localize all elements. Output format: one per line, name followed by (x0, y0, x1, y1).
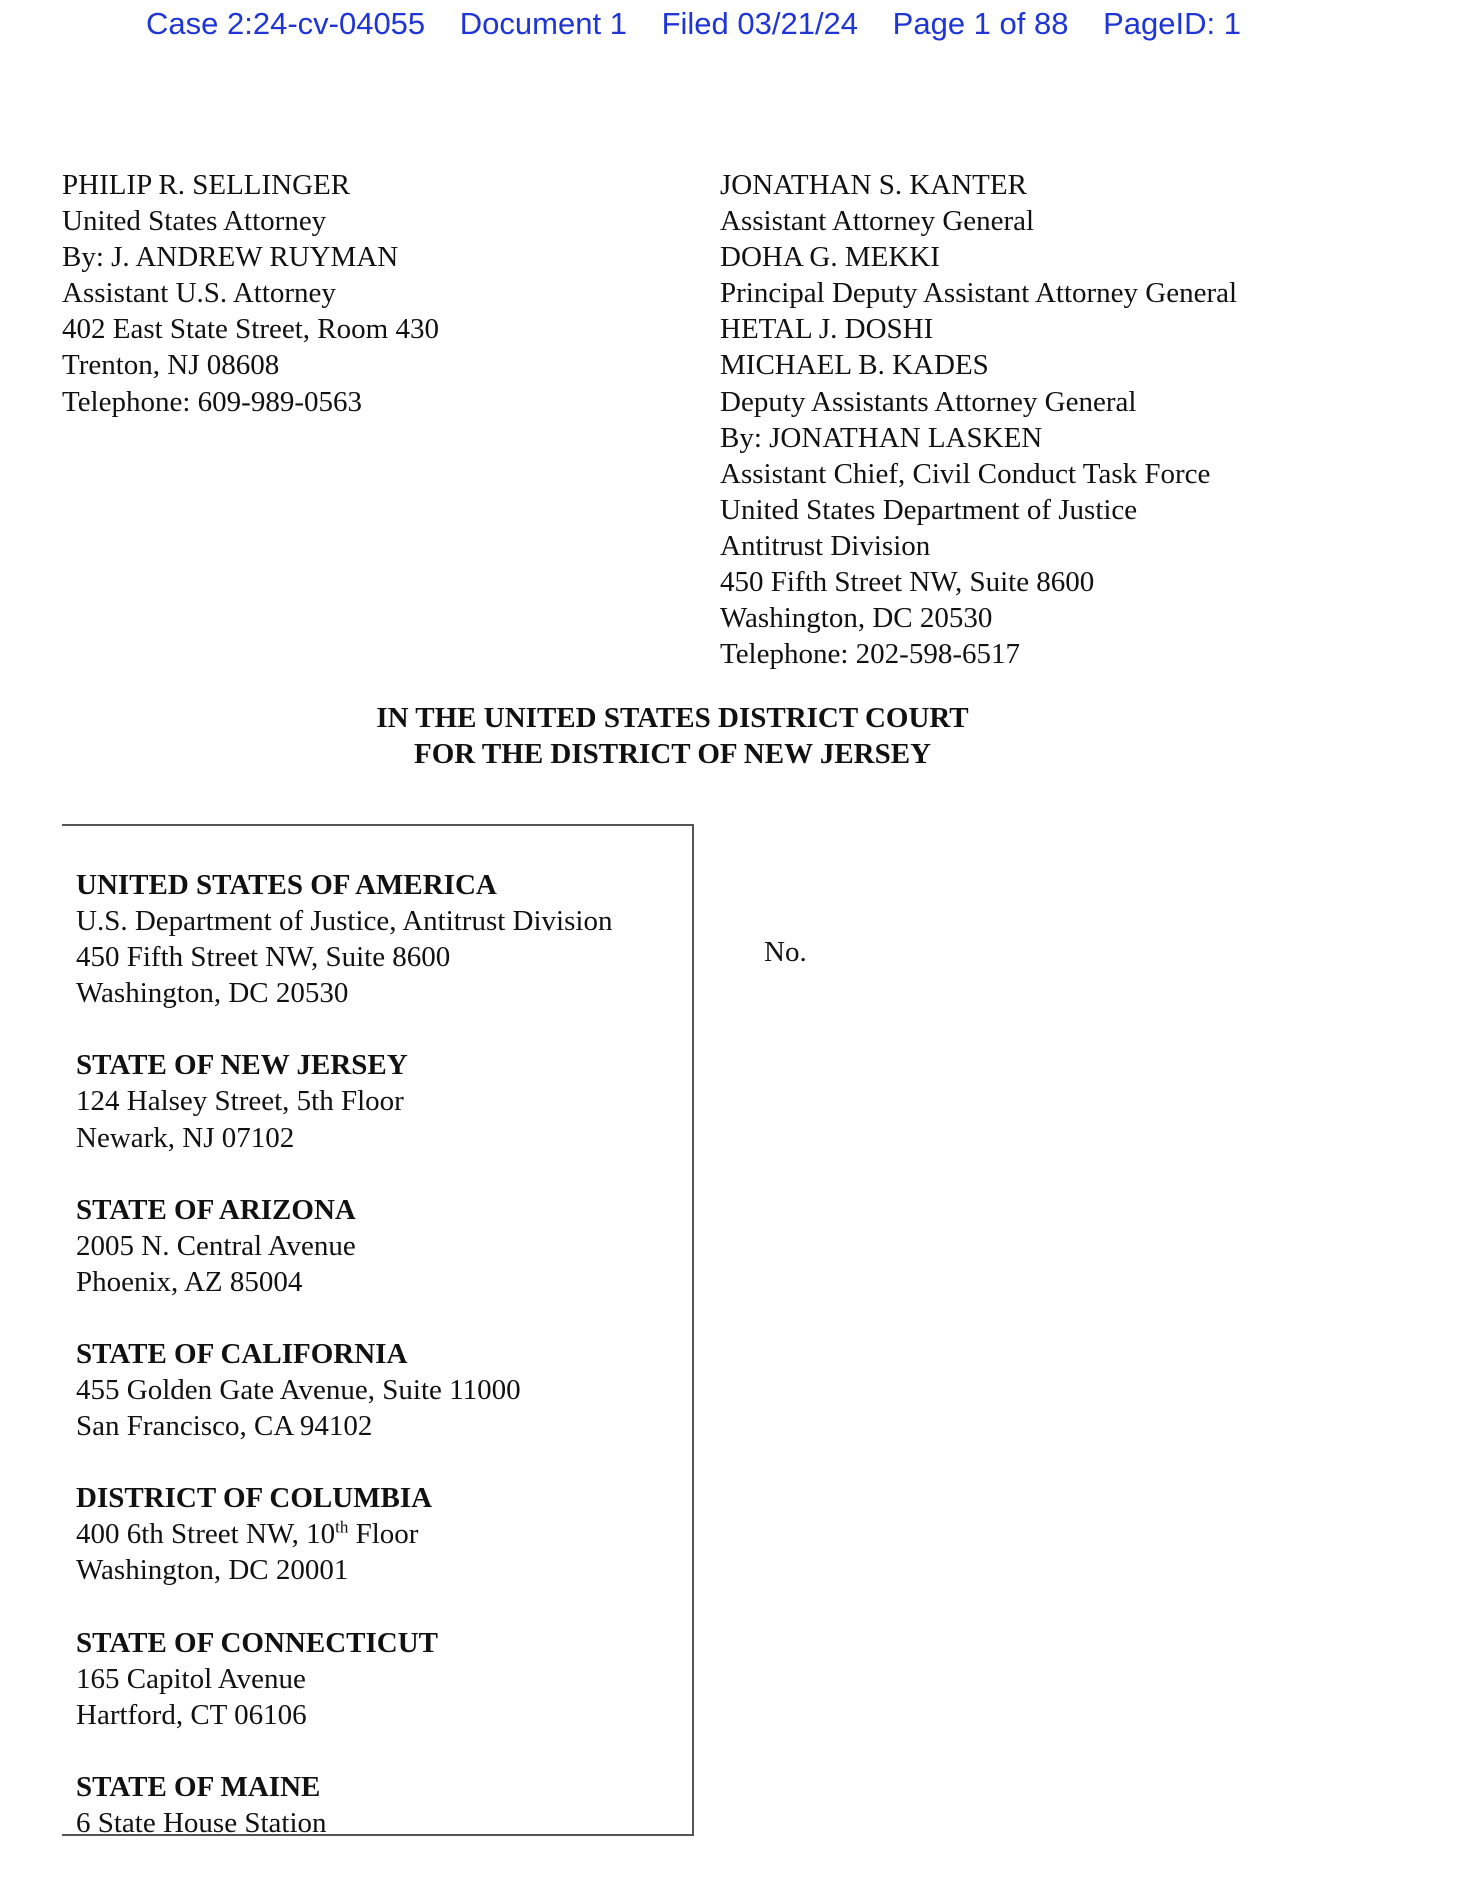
party-new-jersey (76, 1047, 612, 1155)
party-address-line: 165 Capitol Avenue (76, 1662, 306, 1695)
counsel-line: Principal Deputy Assistant Attorney General (720, 277, 1238, 310)
court-heading (0, 700, 1345, 772)
party-district-of-columbia (76, 1480, 612, 1588)
party-address-line: 2005 N. Central Avenue (76, 1229, 356, 1262)
party-address-line: Hartford, CT 06106 (76, 1698, 307, 1731)
ecf-header-stamp (146, 6, 1241, 42)
party-united-states (76, 867, 612, 1011)
party-arizona (76, 1192, 612, 1300)
case-number: Case 2:24-cv-04055 (146, 6, 426, 41)
counsel-line: PHILIP R. SELLINGER (62, 169, 351, 201)
counsel-line: DOHA G. MEKKI (720, 241, 940, 274)
party-address-line: 455 Golden Gate Avenue, Suite 11000 (76, 1374, 521, 1407)
counsel-line: Washington, DC 20530 (720, 602, 993, 635)
party-name: STATE OF ARIZONA (76, 1193, 356, 1226)
party-name: STATE OF CALIFORNIA (76, 1337, 408, 1370)
party-address-line: U.S. Department of Justice, Antitrust Division (76, 905, 613, 938)
party-address-line: Phoenix, AZ 85004 (76, 1265, 303, 1298)
ordinal-suffix: th (335, 1517, 349, 1537)
counsel-line: HETAL J. DOSHI (720, 313, 934, 346)
filed-date: Filed 03/21/24 (661, 6, 859, 41)
party-list (76, 867, 612, 1877)
court-heading-line-2: FOR THE DISTRICT OF NEW JERSEY (413, 738, 932, 770)
party-california (76, 1336, 612, 1444)
counsel-line: Antitrust Division (720, 529, 931, 562)
party-address-line (76, 1516, 612, 1552)
party-address-line: 124 Halsey Street, 5th Floor (76, 1085, 404, 1118)
case-number-label: No. (764, 936, 807, 968)
counsel-line: MICHAEL B. KADES (720, 349, 989, 382)
counsel-line: United States Attorney (62, 205, 327, 238)
counsel-line: Telephone: 609-989-0563 (62, 385, 362, 418)
counsel-line: Trenton, NJ 08608 (62, 349, 280, 382)
party-maine (76, 1769, 612, 1841)
counsel-line: United States Department of Justice (720, 493, 1138, 526)
counsel-line: JONATHAN S. KANTER (720, 169, 1027, 201)
counsel-line: 402 East State Street, Room 430 (62, 313, 439, 346)
counsel-line: Assistant Attorney General (720, 205, 1035, 238)
party-name: DISTRICT OF COLUMBIA (76, 1482, 433, 1515)
party-address-line: San Francisco, CA 94102 (76, 1410, 373, 1443)
address-suffix: Floor (348, 1518, 419, 1551)
counsel-block-left (62, 167, 439, 420)
counsel-line: By: JONATHAN LASKEN (720, 421, 1043, 454)
document-number: Document 1 (459, 6, 627, 41)
counsel-line: Deputy Assistants Attorney General (720, 385, 1137, 418)
party-address-line: Newark, NJ 07102 (76, 1121, 295, 1154)
party-name: STATE OF CONNECTICUT (76, 1626, 439, 1659)
address-prefix: 400 6th Street NW, 10 (76, 1518, 336, 1551)
counsel-line: Assistant U.S. Attorney (62, 277, 336, 310)
page-id: PageID: 1 (1103, 6, 1241, 41)
case-caption-box (62, 824, 694, 1839)
counsel-line: 450 Fifth Street NW, Suite 8600 (720, 566, 1095, 599)
counsel-line: Assistant Chief, Civil Conduct Task Force (720, 457, 1211, 490)
party-address-line: Washington, DC 20001 (76, 1554, 349, 1587)
party-address-line: Washington, DC 20530 (76, 977, 349, 1010)
party-name: STATE OF NEW JERSEY (76, 1049, 408, 1082)
party-name: STATE OF MAINE (76, 1770, 321, 1803)
court-heading-line-1: IN THE UNITED STATES DISTRICT COURT (376, 702, 969, 734)
party-connecticut (76, 1625, 612, 1733)
counsel-block-right (720, 167, 1237, 672)
party-address-line: 6 State House Station (76, 1806, 327, 1839)
page-count: Page 1 of 88 (892, 6, 1069, 41)
counsel-line: Telephone: 202-598-6517 (720, 638, 1020, 671)
party-name: UNITED STATES OF AMERICA (76, 869, 497, 901)
party-address-line: 450 Fifth Street NW, Suite 8600 (76, 941, 451, 974)
counsel-line: By: J. ANDREW RUYMAN (62, 241, 399, 274)
